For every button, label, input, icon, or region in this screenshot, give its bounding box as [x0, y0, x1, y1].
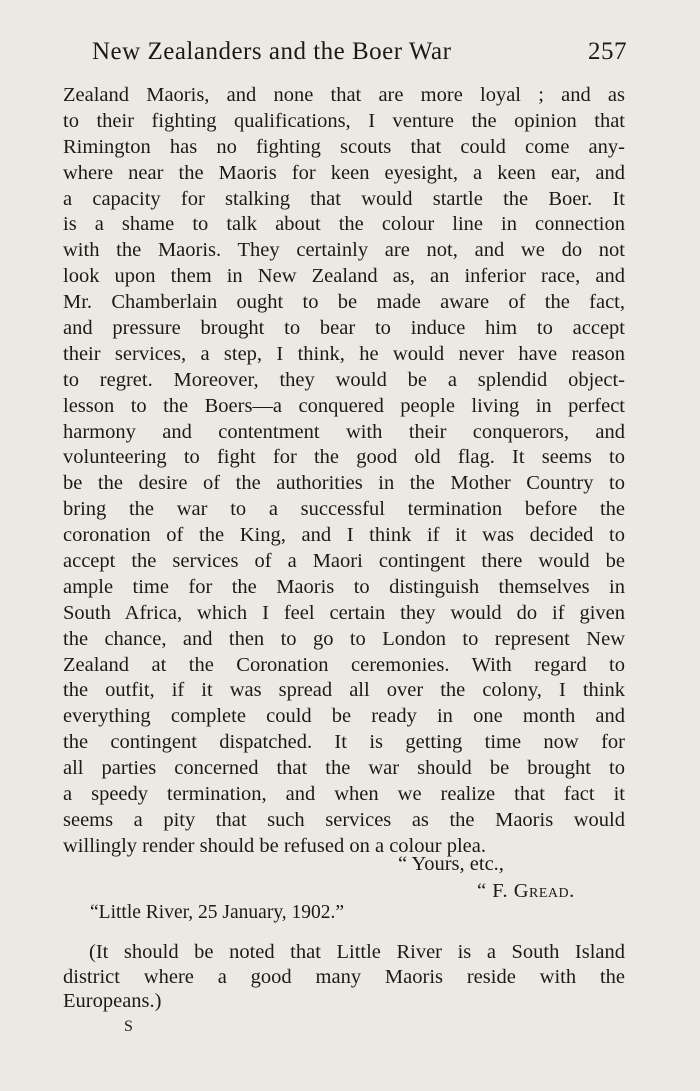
- text-line: a capacity for stalking that would startle the Boer. It: [63, 187, 625, 210]
- text-line: Rimington has no fighting scouts that could come any-: [63, 135, 625, 158]
- letter-body: [63, 83, 625, 860]
- text-line: (It should be noted that Little River is a South Island: [89, 941, 625, 963]
- page-number: 257: [588, 38, 627, 65]
- letter-dateline: “Little River, 25 January, 1902.”: [90, 902, 345, 923]
- text-line: the outfit, if it was spread all over the colony, I think: [63, 679, 625, 702]
- text-line: lesson to the Boers—a conquered people living in perfect: [63, 394, 625, 417]
- editorial-note: [63, 940, 625, 1014]
- text-line: ample time for the Maoris to distinguish themselves in: [63, 575, 625, 598]
- text-line: is a shame to talk about the colour line in connection: [63, 213, 625, 236]
- text-line: to their fighting qualifications, I venture the opinion that: [63, 109, 625, 132]
- text-line: Zealand at the Coronation ceremonies. With regard to: [63, 653, 625, 676]
- text-line: and pressure brought to bear to induce him to accept: [63, 317, 625, 340]
- text-line: a speedy termination, and when we realize that fact it: [63, 783, 625, 806]
- text-line: look upon them in New Zealand as, an inferior race, and: [63, 265, 625, 288]
- text-line: Zealand Maoris, and none that are more loyal ; and as: [63, 84, 625, 106]
- text-line: seems a pity that such services as the Maoris would: [63, 808, 625, 831]
- running-header: [92, 38, 627, 66]
- text-line: Mr. Chamberlain ought to be made aware of the fact,: [63, 291, 625, 314]
- text-line: all parties concerned that the war should be brought to: [63, 757, 625, 780]
- text-line: to regret. Moreover, they would be a splendid object-: [63, 368, 625, 391]
- text-line: district where a good many Maoris reside with the: [63, 965, 625, 988]
- text-line: South Africa, which I feel certain they would do if given: [63, 601, 625, 624]
- letter-closing: “ Yours, etc.,: [398, 853, 504, 875]
- text-line: their services, a step, I think, he would never have reason: [63, 342, 625, 365]
- letter-signatory: “ F. Gread.: [477, 880, 575, 902]
- text-line: willingly render should be refused on a colour plea.: [63, 834, 486, 857]
- text-line: the contingent dispatched. It is getting time now for: [63, 731, 625, 754]
- text-line: the chance, and then to go to London to represent New: [63, 627, 625, 650]
- text-line: coronation of the King, and I think if it was decided to: [63, 524, 625, 547]
- text-line: where near the Maoris for keen eyesight, a keen ear, and: [63, 161, 625, 184]
- text-line: bring the war to a successful termination before the: [63, 498, 625, 521]
- running-title: New Zealanders and the Boer War: [92, 38, 452, 65]
- text-line: with the Maoris. They certainly are not, and we do not: [63, 239, 625, 262]
- text-line: Europeans.): [63, 990, 162, 1012]
- text-line: everything complete could be ready in one month and: [63, 705, 625, 728]
- text-line: harmony and contentment with their conquerors, and: [63, 420, 625, 443]
- printer-signature-mark: S: [124, 1018, 133, 1035]
- text-line: accept the services of a Maori contingent there would be: [63, 550, 625, 573]
- text-line: be the desire of the authorities in the Mother Country to: [63, 472, 625, 495]
- text-line: volunteering to fight for the good old flag. It seems to: [63, 446, 625, 469]
